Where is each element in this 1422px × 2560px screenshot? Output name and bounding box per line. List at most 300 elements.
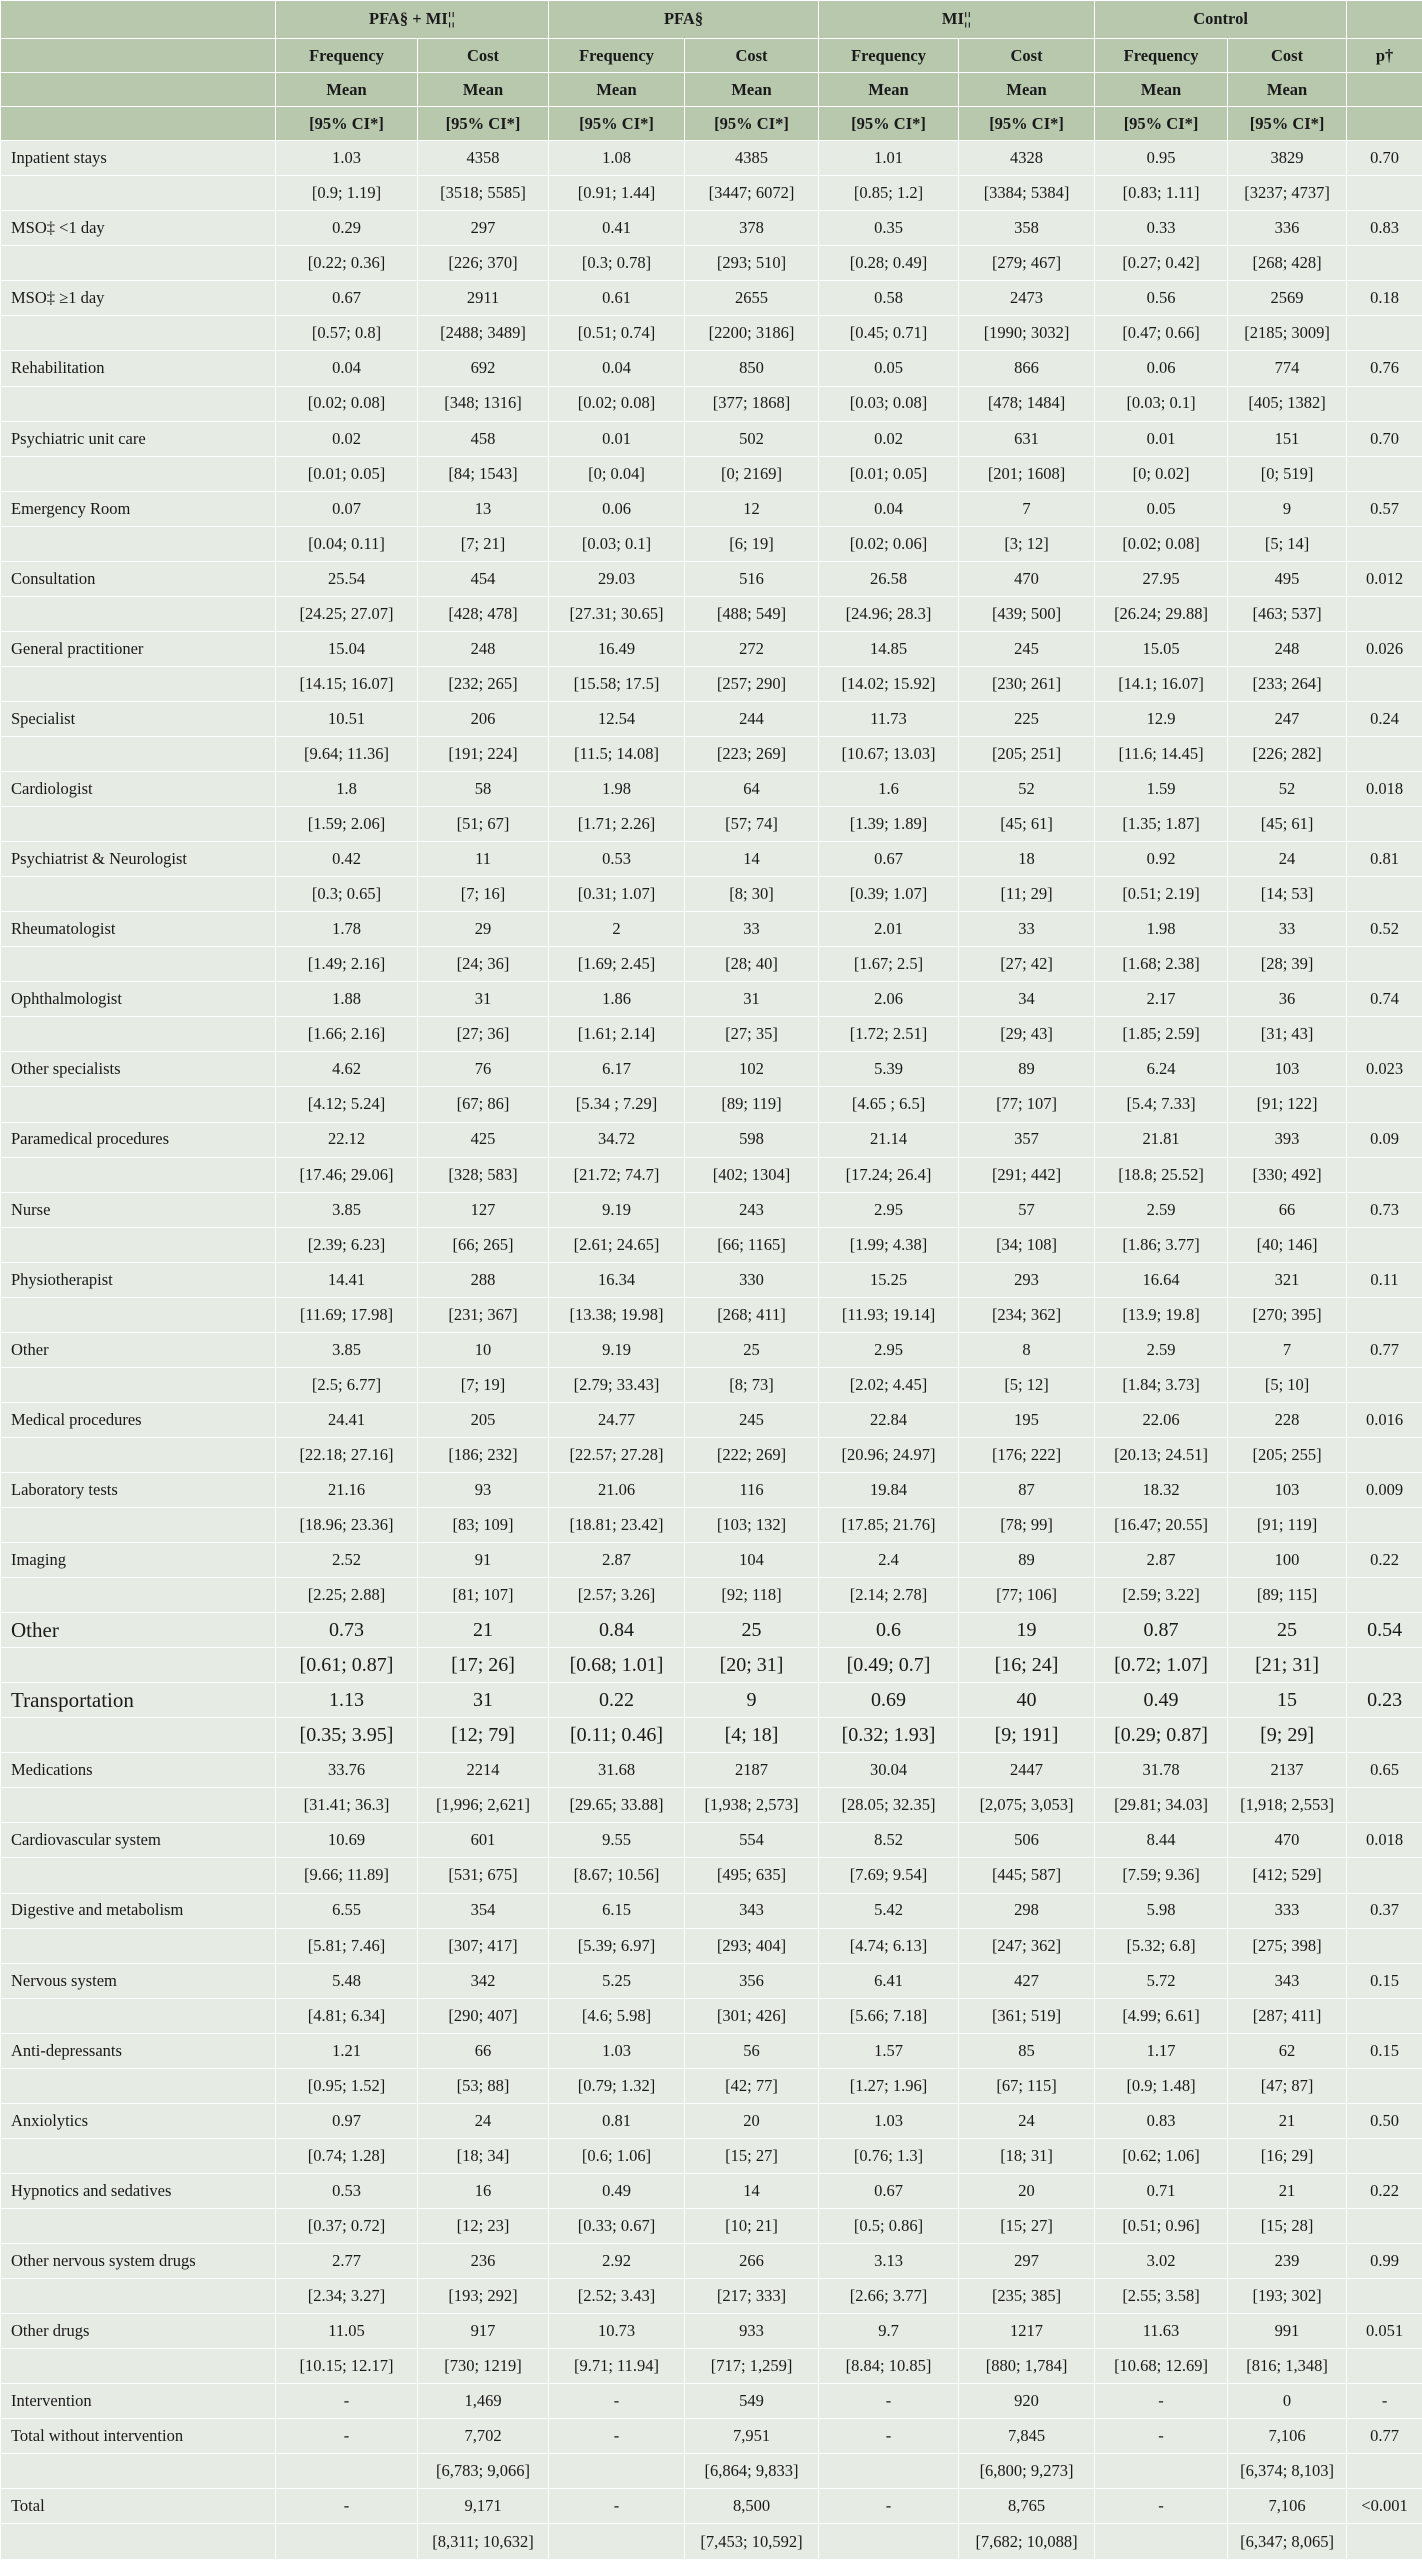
cost-mean: 56 [685, 2033, 819, 2068]
frequency-mean: 2.87 [1095, 1543, 1228, 1578]
confidence-interval: [0.3; 0.65] [276, 877, 418, 912]
confidence-interval: [9; 29] [1228, 1718, 1347, 1753]
confidence-interval: [18.96; 23.36] [276, 1508, 418, 1543]
cost-mean: 917 [418, 2314, 549, 2349]
col-header-ci: [95% CI*] [685, 107, 819, 141]
confidence-interval: [0.5; 0.86] [819, 2208, 959, 2243]
confidence-interval: [439; 500] [959, 596, 1095, 631]
cost-mean: 33 [959, 912, 1095, 947]
frequency-mean: 5.98 [1095, 1893, 1228, 1928]
cost-mean: 2187 [685, 1753, 819, 1788]
confidence-interval: [186; 232] [418, 1437, 549, 1472]
row-label-empty [1, 807, 276, 842]
confidence-interval [1095, 2454, 1228, 2489]
cost-mean: 34 [959, 982, 1095, 1017]
frequency-mean: 6.41 [819, 1963, 959, 1998]
row-label-empty [1, 1858, 276, 1893]
frequency-mean: - [276, 2384, 418, 2419]
cost-mean: 8 [959, 1332, 1095, 1367]
frequency-mean: 0.69 [819, 1683, 959, 1718]
cost-mean: 12 [685, 491, 819, 526]
frequency-mean: 2.77 [276, 2244, 418, 2279]
frequency-mean: 0.06 [549, 491, 685, 526]
row-label-empty [1, 2208, 276, 2243]
confidence-interval: [77; 107] [959, 1087, 1095, 1122]
frequency-mean: 1.86 [549, 982, 685, 1017]
table-row-consultation [1, 561, 1422, 596]
table-row-ci-anxiolytics [1, 2138, 1422, 2173]
p-value-empty [1347, 386, 1422, 421]
cost-mean: 19 [959, 1613, 1095, 1648]
cost-mean: 245 [959, 631, 1095, 666]
confidence-interval: [11.93; 19.14] [819, 1297, 959, 1332]
cost-mean: 100 [1228, 1543, 1347, 1578]
confidence-interval: [1.67; 2.5] [819, 947, 959, 982]
confidence-interval: [0.6; 1.06] [549, 2138, 685, 2173]
p-value-empty [1347, 736, 1422, 771]
confidence-interval: [40; 146] [1228, 1227, 1347, 1262]
table-row-inpatient-stays [1, 141, 1422, 176]
p-value-empty [1347, 1017, 1422, 1052]
cost-mean: 358 [959, 211, 1095, 246]
row-label-empty [1, 1998, 276, 2033]
row-label-empty [1, 316, 276, 351]
cost-mean: 2911 [418, 281, 549, 316]
p-value-empty [1347, 666, 1422, 701]
confidence-interval: [2.34; 3.27] [276, 2279, 418, 2314]
confidence-interval: [31; 43] [1228, 1017, 1347, 1052]
row-label: General practitioner [1, 631, 276, 666]
confidence-interval: [11.69; 17.98] [276, 1297, 418, 1332]
row-label-empty [1, 947, 276, 982]
confidence-interval: [0.91; 1.44] [549, 176, 685, 211]
confidence-interval: [27.31; 30.65] [549, 596, 685, 631]
row-label: Inpatient stays [1, 141, 276, 176]
confidence-interval: [2.39; 6.23] [276, 1227, 418, 1262]
p-value-empty [1347, 2454, 1422, 2489]
p-value-empty [1347, 1227, 1422, 1262]
confidence-interval: [2.02; 4.45] [819, 1367, 959, 1402]
confidence-interval: [328; 583] [418, 1157, 549, 1192]
frequency-mean: 11.73 [819, 701, 959, 736]
confidence-interval: [89; 119] [685, 1087, 819, 1122]
confidence-interval: [67; 86] [418, 1087, 549, 1122]
col-header-mean: Mean [549, 73, 685, 107]
frequency-mean: 30.04 [819, 1753, 959, 1788]
confidence-interval: [83; 109] [418, 1508, 549, 1543]
p-value-empty [1347, 1998, 1422, 2033]
confidence-interval: [301; 426] [685, 1998, 819, 2033]
cost-mean: 516 [685, 561, 819, 596]
confidence-interval: [45; 61] [1228, 807, 1347, 842]
cost-mean: 1,469 [418, 2384, 549, 2419]
frequency-mean: 0.22 [549, 1683, 685, 1718]
confidence-interval: [51; 67] [418, 807, 549, 842]
header-empty [1, 39, 276, 73]
frequency-mean: 22.84 [819, 1402, 959, 1437]
frequency-mean: 16.64 [1095, 1262, 1228, 1297]
row-label: Specialist [1, 701, 276, 736]
confidence-interval: [14.15; 16.07] [276, 666, 418, 701]
confidence-interval: [18.8; 25.52] [1095, 1157, 1228, 1192]
table-row-other-specialists [1, 1052, 1422, 1087]
p-value: 0.65 [1347, 1753, 1422, 1788]
confidence-interval: [8; 30] [685, 877, 819, 912]
col-header-mean: Mean [1228, 73, 1347, 107]
confidence-interval: [9.71; 11.94] [549, 2349, 685, 2384]
p-value-empty [1347, 526, 1422, 561]
cost-mean: 15 [1228, 1683, 1347, 1718]
confidence-interval: [5.32; 6.8] [1095, 1928, 1228, 1963]
confidence-interval: [6,864; 9,833] [685, 2454, 819, 2489]
confidence-interval: [14; 53] [1228, 877, 1347, 912]
p-value-empty [1347, 2349, 1422, 2384]
confidence-interval: [1.71; 2.26] [549, 807, 685, 842]
confidence-interval: [361; 519] [959, 1998, 1095, 2033]
p-value-empty [1347, 1578, 1422, 1613]
p-value-empty [1347, 1437, 1422, 1472]
frequency-mean: - [549, 2419, 685, 2454]
p-value: 0.23 [1347, 1683, 1422, 1718]
frequency-mean: 0.35 [819, 211, 959, 246]
cost-mean: 36 [1228, 982, 1347, 1017]
row-label-empty [1, 1367, 276, 1402]
header-row-ci [1, 107, 1422, 141]
row-label-empty [1, 1087, 276, 1122]
cost-mean: 8,765 [959, 2489, 1095, 2524]
frequency-mean: 21.14 [819, 1122, 959, 1157]
cost-mean: 24 [418, 2103, 549, 2138]
table-row-ci-laboratory-tests [1, 1508, 1422, 1543]
confidence-interval: [5.66; 7.18] [819, 1998, 959, 2033]
confidence-interval: [0; 519] [1228, 456, 1347, 491]
p-value-empty [1347, 1367, 1422, 1402]
row-label-empty [1, 2454, 276, 2489]
confidence-interval: [28; 40] [685, 947, 819, 982]
cost-mean: 378 [685, 211, 819, 246]
confidence-interval: [226; 282] [1228, 736, 1347, 771]
row-label: Digestive and metabolism [1, 1893, 276, 1928]
confidence-interval: [24.25; 27.07] [276, 596, 418, 631]
frequency-mean: 34.72 [549, 1122, 685, 1157]
table-row-cardiologist [1, 772, 1422, 807]
cost-mean: 85 [959, 2033, 1095, 2068]
frequency-mean: 15.05 [1095, 631, 1228, 666]
confidence-interval: [0.57; 0.8] [276, 316, 418, 351]
confidence-interval: [47; 87] [1228, 2068, 1347, 2103]
cost-mean: 64 [685, 772, 819, 807]
row-label: Rheumatologist [1, 912, 276, 947]
confidence-interval: [1,996; 2,621] [418, 1788, 549, 1823]
cost-mean: 427 [959, 1963, 1095, 1998]
confidence-interval: [4.81; 6.34] [276, 1998, 418, 2033]
confidence-interval: [0.33; 0.67] [549, 2208, 685, 2243]
confidence-interval: [11.6; 14.45] [1095, 736, 1228, 771]
confidence-interval: [307; 417] [418, 1928, 549, 1963]
confidence-interval: [0.39; 1.07] [819, 877, 959, 912]
confidence-interval: [8.84; 10.85] [819, 2349, 959, 2384]
cost-mean: 266 [685, 2244, 819, 2279]
table-row-ci-medications [1, 1788, 1422, 1823]
table-row-ci-total [1, 2524, 1422, 2560]
p-value: 0.09 [1347, 1122, 1422, 1157]
frequency-mean: 1.03 [549, 2033, 685, 2068]
frequency-mean: 0.04 [819, 491, 959, 526]
confidence-interval: [28.05; 32.35] [819, 1788, 959, 1823]
confidence-interval: [7; 19] [418, 1367, 549, 1402]
frequency-mean: 2.87 [549, 1543, 685, 1578]
header-empty [1, 107, 276, 141]
row-label-empty [1, 386, 276, 421]
cost-mean: 293 [959, 1262, 1095, 1297]
table-row-hypnotics-and-sedatives [1, 2173, 1422, 2208]
cost-mean: 87 [959, 1472, 1095, 1507]
header-row-groups [1, 1, 1422, 39]
confidence-interval: [0.03; 0.1] [1095, 386, 1228, 421]
table-row-ci-anti-depressants [1, 2068, 1422, 2103]
confidence-interval: [17.85; 21.76] [819, 1508, 959, 1543]
frequency-mean: 0.05 [1095, 491, 1228, 526]
table-row-total [1, 2489, 1422, 2524]
cost-mean: 9 [685, 1683, 819, 1718]
confidence-interval: [232; 265] [418, 666, 549, 701]
table-row-ci-mso-1-day [1, 246, 1422, 281]
p-value-empty [1347, 456, 1422, 491]
cost-mean: 850 [685, 351, 819, 386]
confidence-interval: [16; 24] [959, 1648, 1095, 1683]
p-value: 0.76 [1347, 351, 1422, 386]
confidence-interval: [412; 529] [1228, 1858, 1347, 1893]
table-row-ci-imaging [1, 1578, 1422, 1613]
cost-mean: 342 [418, 1963, 549, 1998]
frequency-mean: 3.13 [819, 2244, 959, 2279]
confidence-interval [276, 2524, 418, 2560]
confidence-interval: [402; 1304] [685, 1157, 819, 1192]
cost-mean: 103 [1228, 1052, 1347, 1087]
table-row-ci-mso-1-day [1, 316, 1422, 351]
confidence-interval: [445; 587] [959, 1858, 1095, 1893]
table-row-ci-other [1, 1367, 1422, 1402]
frequency-mean: 0.53 [549, 842, 685, 877]
confidence-interval: [2.5; 6.77] [276, 1367, 418, 1402]
p-value: 0.11 [1347, 1262, 1422, 1297]
row-label: Ophthalmologist [1, 982, 276, 1017]
table-row-transportation [1, 1683, 1422, 1718]
row-label: Intervention [1, 2384, 276, 2419]
confidence-interval: [0.9; 1.19] [276, 176, 418, 211]
frequency-mean: 25.54 [276, 561, 418, 596]
frequency-mean: 5.48 [276, 1963, 418, 1998]
confidence-interval: [0.01; 0.05] [819, 456, 959, 491]
frequency-mean: 5.42 [819, 1893, 959, 1928]
confidence-interval: [1.59; 2.06] [276, 807, 418, 842]
frequency-mean: - [819, 2489, 959, 2524]
frequency-mean: 2.95 [819, 1332, 959, 1367]
col-header-cost: Cost [959, 39, 1095, 73]
confidence-interval: [816; 1,348] [1228, 2349, 1347, 2384]
cost-mean: 127 [418, 1192, 549, 1227]
confidence-interval: [18; 34] [418, 2138, 549, 2173]
frequency-mean: 0.67 [819, 2173, 959, 2208]
confidence-interval: [428; 478] [418, 596, 549, 631]
group-header-pfa-mi: PFA§ + MI¦¦ [276, 1, 549, 39]
frequency-mean: 21.16 [276, 1472, 418, 1507]
cost-mean: 14 [685, 2173, 819, 2208]
confidence-interval: [15; 27] [959, 2208, 1095, 2243]
col-header-ci: [95% CI*] [549, 107, 685, 141]
frequency-mean: 8.52 [819, 1823, 959, 1858]
table-row-general-practitioner [1, 631, 1422, 666]
cost-mean: 18 [959, 842, 1095, 877]
confidence-interval: [92; 118] [685, 1578, 819, 1613]
confidence-interval [1095, 2524, 1228, 2560]
confidence-interval: [0.51; 0.96] [1095, 2208, 1228, 2243]
header-row-measures [1, 39, 1422, 73]
cost-mean: 25 [685, 1332, 819, 1367]
confidence-interval: [0.01; 0.05] [276, 456, 418, 491]
confidence-interval: [0.49; 0.7] [819, 1648, 959, 1683]
frequency-mean: - [276, 2489, 418, 2524]
cost-mean: 11 [418, 842, 549, 877]
confidence-interval: [27; 42] [959, 947, 1095, 982]
confidence-interval: [230; 261] [959, 666, 1095, 701]
confidence-interval: [4; 18] [685, 1718, 819, 1753]
frequency-mean: 1.03 [819, 2103, 959, 2138]
table-row-other [1, 1332, 1422, 1367]
cost-mean: 774 [1228, 351, 1347, 386]
group-header-control: Control [1095, 1, 1347, 39]
frequency-mean: - [1095, 2489, 1228, 2524]
p-value: 0.37 [1347, 1893, 1422, 1928]
row-label: Transportation [1, 1683, 276, 1718]
confidence-interval: [0.83; 1.11] [1095, 176, 1228, 211]
row-label: Total [1, 2489, 276, 2524]
confidence-interval: [0.3; 0.78] [549, 246, 685, 281]
p-value-empty [1347, 1788, 1422, 1823]
confidence-interval: [2.52; 3.43] [549, 2279, 685, 2314]
table-row-other-nervous-system-drugs [1, 2244, 1422, 2279]
cost-mean: 549 [685, 2384, 819, 2419]
header-empty [1, 73, 276, 107]
frequency-mean: 0.04 [276, 351, 418, 386]
col-header-cost: Cost [685, 39, 819, 73]
cost-mean: 458 [418, 421, 549, 456]
cost-mean: 248 [418, 631, 549, 666]
table-row-paramedical-procedures [1, 1122, 1422, 1157]
frequency-mean: 1.17 [1095, 2033, 1228, 2068]
confidence-interval: [0; 0.02] [1095, 456, 1228, 491]
confidence-interval: [3; 12] [959, 526, 1095, 561]
confidence-interval: [0.74; 1.28] [276, 2138, 418, 2173]
confidence-interval: [29.81; 34.03] [1095, 1788, 1228, 1823]
row-label-empty [1, 1648, 276, 1683]
row-label: Total without intervention [1, 2419, 276, 2454]
cost-mean: 2473 [959, 281, 1095, 316]
p-value: 0.22 [1347, 2173, 1422, 2208]
frequency-mean: 0.67 [819, 842, 959, 877]
confidence-interval: [330; 492] [1228, 1157, 1347, 1192]
confidence-interval: [2185; 3009] [1228, 316, 1347, 351]
row-label: Rehabilitation [1, 351, 276, 386]
cost-mean: 393 [1228, 1122, 1347, 1157]
frequency-mean: 6.15 [549, 1893, 685, 1928]
frequency-mean: 31.68 [549, 1753, 685, 1788]
p-value-empty [1347, 1508, 1422, 1543]
confidence-interval: [18; 31] [959, 2138, 1095, 2173]
confidence-interval: [5; 12] [959, 1367, 1095, 1402]
cost-mean: 9 [1228, 491, 1347, 526]
confidence-interval: [67; 115] [959, 2068, 1095, 2103]
row-label-empty [1, 176, 276, 211]
table-row-ci-other-drugs [1, 2349, 1422, 2384]
confidence-interval: [205; 255] [1228, 1437, 1347, 1472]
cost-mean: 228 [1228, 1402, 1347, 1437]
confidence-interval: [27; 36] [418, 1017, 549, 1052]
confidence-interval: [5.39; 6.97] [549, 1928, 685, 1963]
confidence-interval: [10.67; 13.03] [819, 736, 959, 771]
confidence-interval: [0.61; 0.87] [276, 1648, 418, 1683]
table-row-medical-procedures [1, 1402, 1422, 1437]
cost-mean: 21 [1228, 2173, 1347, 2208]
frequency-mean: 0.81 [549, 2103, 685, 2138]
confidence-interval: [193; 292] [418, 2279, 549, 2314]
confidence-interval: [0.51; 0.74] [549, 316, 685, 351]
cost-mean: 21 [1228, 2103, 1347, 2138]
cost-mean: 31 [418, 982, 549, 1017]
confidence-interval: [16.47; 20.55] [1095, 1508, 1228, 1543]
table-row-mso-1-day [1, 211, 1422, 246]
col-header-ci: [95% CI*] [1095, 107, 1228, 141]
confidence-interval: [6,347; 8,065] [1228, 2524, 1347, 2560]
confidence-interval: [275; 398] [1228, 1928, 1347, 1963]
p-value-empty [1347, 176, 1422, 211]
p-value-empty [1347, 2524, 1422, 2560]
table-row-rehabilitation [1, 351, 1422, 386]
frequency-mean: 0.53 [276, 2173, 418, 2208]
row-label: Anti-depressants [1, 2033, 276, 2068]
p-value: 0.24 [1347, 701, 1422, 736]
cost-mean: 356 [685, 1963, 819, 1998]
cost-mean: 25 [1228, 1613, 1347, 1648]
confidence-interval: [10.68; 12.69] [1095, 2349, 1228, 2384]
col-header-ci: [95% CI*] [819, 107, 959, 141]
confidence-interval: [235; 385] [959, 2279, 1095, 2314]
cost-mean: 357 [959, 1122, 1095, 1157]
confidence-interval: [2.66; 3.77] [819, 2279, 959, 2314]
table-row-ci-cardiologist [1, 807, 1422, 842]
confidence-interval: [15.58; 17.5] [549, 666, 685, 701]
frequency-mean: 10.69 [276, 1823, 418, 1858]
cost-mean: 16 [418, 2173, 549, 2208]
frequency-mean: - [1095, 2419, 1228, 2454]
frequency-mean: 0.56 [1095, 281, 1228, 316]
confidence-interval: [0.22; 0.36] [276, 246, 418, 281]
confidence-interval: [24; 36] [418, 947, 549, 982]
row-label-empty [1, 1928, 276, 1963]
table-row-digestive-and-metabolism [1, 1893, 1422, 1928]
cost-mean: 272 [685, 631, 819, 666]
p-value-empty [1347, 1297, 1422, 1332]
cost-mean: 9,171 [418, 2489, 549, 2524]
cost-mean: 195 [959, 1402, 1095, 1437]
frequency-mean: 0.95 [1095, 141, 1228, 176]
group-header-mi: MI¦¦ [819, 1, 1095, 39]
cost-mean: 554 [685, 1823, 819, 1858]
confidence-interval: [205; 251] [959, 736, 1095, 771]
frequency-mean: 1.57 [819, 2033, 959, 2068]
p-value: 0.77 [1347, 1332, 1422, 1367]
confidence-interval: [201; 1608] [959, 456, 1095, 491]
